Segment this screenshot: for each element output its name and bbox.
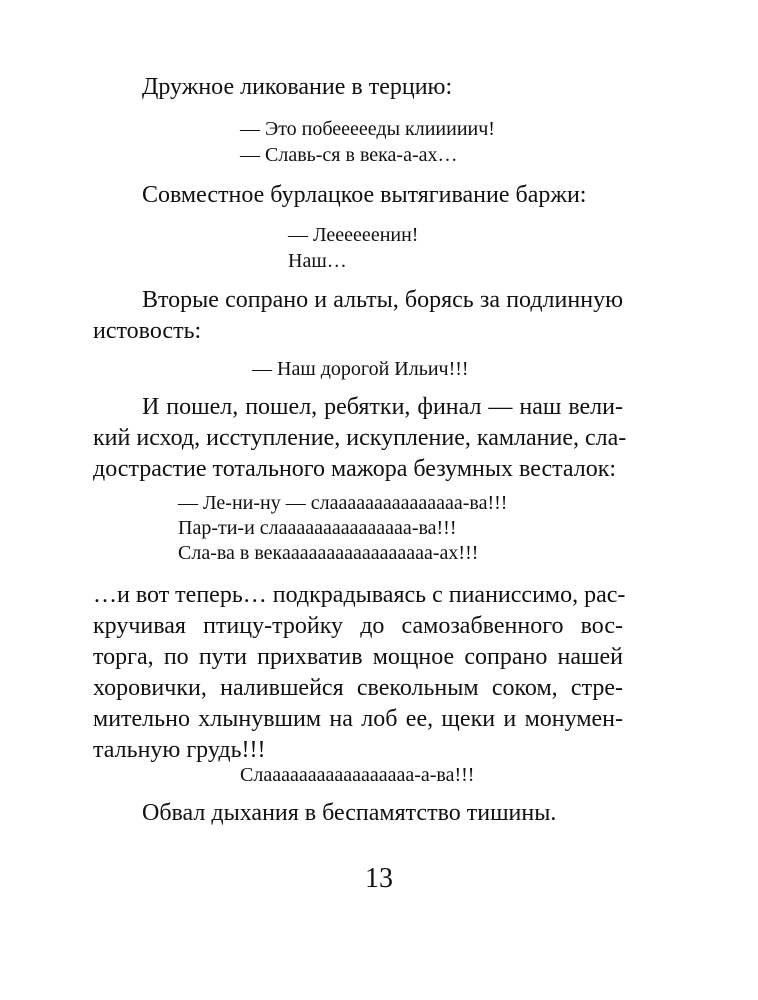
paragraph-5-line-2: кручивая птицу-тройку до самозабвенного вос-	[93, 613, 623, 639]
verse-2-line-1: — Леееееенин!	[288, 224, 419, 246]
paragraph-1: Дружное ликование в терцию:	[142, 74, 453, 100]
verse-4-line-1: — Ле-ни-ну — слааааааааааааааа-ва!!!	[178, 492, 508, 514]
verse-5: Слааааааааааааааааа-а-ва!!!	[240, 764, 475, 786]
page-number: 13	[365, 863, 393, 894]
paragraph-5-line-4: хоровички, налившейся свекольным соком, стре-	[93, 675, 623, 701]
paragraph-5-line-6: тальную грудь!!!	[93, 737, 266, 763]
verse-1-line-2: — Славь-ся в века-а-ах…	[240, 144, 458, 166]
paragraph-4-line-2: кий исход, исступление, искупление, камлание, сла-	[93, 425, 627, 451]
paragraph-4-line-3: дострастие тотального мажора безумных весталок:	[93, 456, 617, 482]
paragraph-5-line-5: мительно хлынувшим на лоб ее, щеки и монумен-	[93, 706, 623, 732]
verse-1-line-1: — Это побеееееды клииииич!	[240, 118, 495, 140]
paragraph-5	[93, 580, 626, 766]
verse-4-line-2: Пар-ти-и слааааааааааааааа-ва!!!	[178, 517, 457, 539]
verse-4-line-3: Сла-ва в векааааааааааааааааа-ах!!!	[178, 542, 479, 564]
paragraph-3-line-2: истовость:	[93, 318, 202, 344]
verse-3: — Наш дорогой Ильич!!!	[252, 358, 469, 380]
paragraph-4	[93, 392, 627, 485]
verse-2-line-2: Наш…	[288, 250, 347, 272]
paragraph-5-line-1: …и вот теперь… подкрадываясь с пианиссимо, рас-	[93, 582, 626, 608]
paragraph-6: Обвал дыхания в беспамятство тишины.	[142, 800, 557, 826]
paragraph-3	[93, 285, 623, 347]
paragraph-4-line-1: И пошел, пошел, ребятки, финал — наш вели-	[142, 394, 623, 420]
paragraph-5-line-3: торга, по пути прихватив мощное сопрано нашей	[93, 644, 623, 670]
paragraph-2: Совместное бурлацкое вытягивание баржи:	[142, 182, 587, 208]
paragraph-3-line-1: Вторые сопрано и альты, борясь за подлинную	[142, 287, 623, 313]
